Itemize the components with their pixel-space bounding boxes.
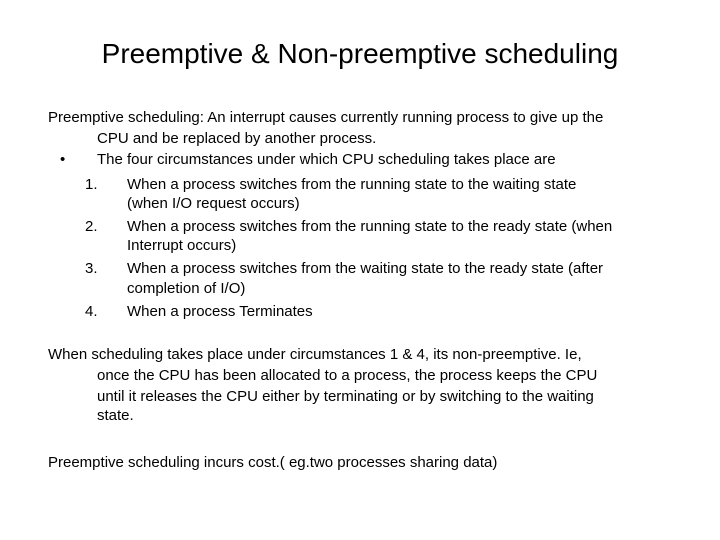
circumstance-1-line-1: When a process switches from the running state to the waiting state xyxy=(127,176,577,193)
circumstance-3-line-1: When a process switches from the waiting state to the ready state (after xyxy=(127,260,604,277)
bullet-marker: • xyxy=(60,151,66,168)
circumstance-4-line-1: When a process Terminates xyxy=(127,303,313,320)
circumstance-2-line-2: Interrupt occurs) xyxy=(127,237,237,254)
cost-note: Preemptive scheduling incurs cost.( eg.two processes sharing data) xyxy=(48,454,498,471)
circumstance-3-number: 3. xyxy=(85,260,98,277)
nonpreemptive-line-4: state. xyxy=(97,407,134,424)
slide-title: Preemptive & Non-preemptive scheduling xyxy=(101,38,619,69)
circumstance-3-line-2: completion of I/O) xyxy=(127,280,246,297)
nonpreemptive-line-1: When scheduling takes place under circumstances 1 & 4, its non-preemptive. Ie, xyxy=(48,346,582,363)
nonpreemptive-line-2: once the CPU has been allocated to a process, the process keeps the CPU xyxy=(97,367,598,384)
circumstance-4-number: 4. xyxy=(85,303,98,320)
circumstance-2-line-1: When a process switches from the running state to the ready state (when xyxy=(127,218,613,235)
circumstance-1-line-2: (when I/O request occurs) xyxy=(127,195,300,212)
intro-line-1: Preemptive scheduling: An interrupt causes currently running process to give up the xyxy=(48,109,604,126)
circumstance-2-number: 2. xyxy=(85,218,98,235)
intro-line-2: CPU and be replaced by another process. xyxy=(97,130,377,147)
nonpreemptive-line-3: until it releases the CPU either by terminating or by switching to the waiting xyxy=(97,388,594,405)
bullet-text: The four circumstances under which CPU scheduling takes place are xyxy=(97,151,556,168)
circumstance-1-number: 1. xyxy=(85,176,98,193)
